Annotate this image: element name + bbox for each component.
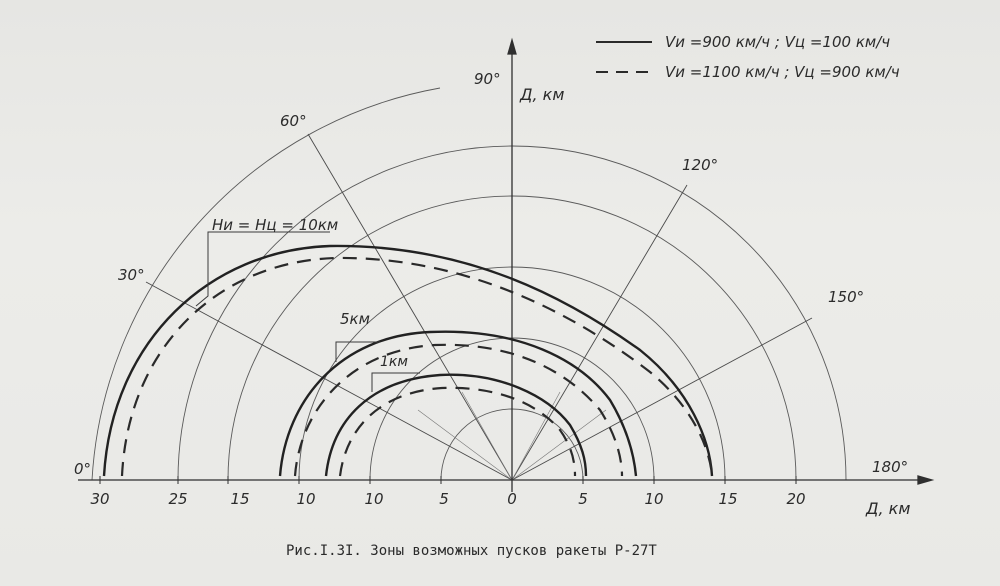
y-axis-label: Д, км — [520, 85, 565, 104]
bearing-line-30 — [146, 282, 512, 480]
angle-label-90: 90° — [474, 70, 501, 88]
axes — [78, 40, 932, 492]
envelope-solid-10km — [104, 246, 712, 476]
figure-caption: Рис.I.3I. Зоны возможных пусков ракеты Р-27Т — [286, 543, 657, 559]
x-tick-label: 30 — [90, 490, 110, 508]
dashed-envelopes — [122, 258, 712, 476]
angle-label-150: 150° — [828, 288, 865, 306]
angle-label-60: 60° — [280, 112, 307, 130]
x-tick-label: 5 — [439, 490, 449, 508]
angle-label-120: 120° — [682, 156, 719, 174]
bearing-line-60 — [308, 134, 512, 480]
bearing-line-120 — [512, 185, 687, 480]
angle-labels — [74, 70, 908, 478]
x-tick-label: 20 — [786, 490, 806, 508]
outer-arc — [92, 88, 440, 480]
x-tick-label: 5 — [578, 490, 588, 508]
solid-envelopes — [104, 246, 712, 476]
angle-label-0: 0° — [74, 460, 92, 478]
bearing-lines — [146, 134, 812, 480]
x-axis-label: Д, км — [866, 499, 911, 518]
x-tick-label: 15 — [718, 490, 738, 508]
x-tick-label: 10 — [644, 490, 664, 508]
x-tick-labels — [90, 490, 805, 508]
legend-solid-text: Vи =900 км/ч ; Vц =100 км/ч — [665, 33, 891, 51]
x-tick-label: 15 — [230, 490, 250, 508]
x-tick-label: 0 — [507, 490, 517, 508]
bearing-line-150 — [512, 318, 812, 480]
envelope-dashed-10km — [122, 258, 712, 476]
angle-label-30: 30° — [118, 266, 145, 284]
x-tick-label: 10 — [364, 490, 384, 508]
legend-dashed-text: Vи =1100 км/ч ; Vц =900 км/ч — [665, 63, 900, 81]
envelope-dashed-1km — [340, 388, 575, 476]
x-axis-arrow — [918, 476, 932, 484]
y-axis-arrow — [508, 40, 516, 54]
angle-label-180: 180° — [872, 458, 909, 476]
x-tick-label: 10 — [296, 490, 316, 508]
altitude-label-5km: 5км — [340, 310, 370, 328]
altitude-label-10km: Hи = Hц = 10км — [212, 216, 339, 234]
altitude-label-1km: 1км — [380, 354, 408, 370]
legend — [596, 33, 900, 81]
x-tick-label: 25 — [168, 490, 188, 508]
